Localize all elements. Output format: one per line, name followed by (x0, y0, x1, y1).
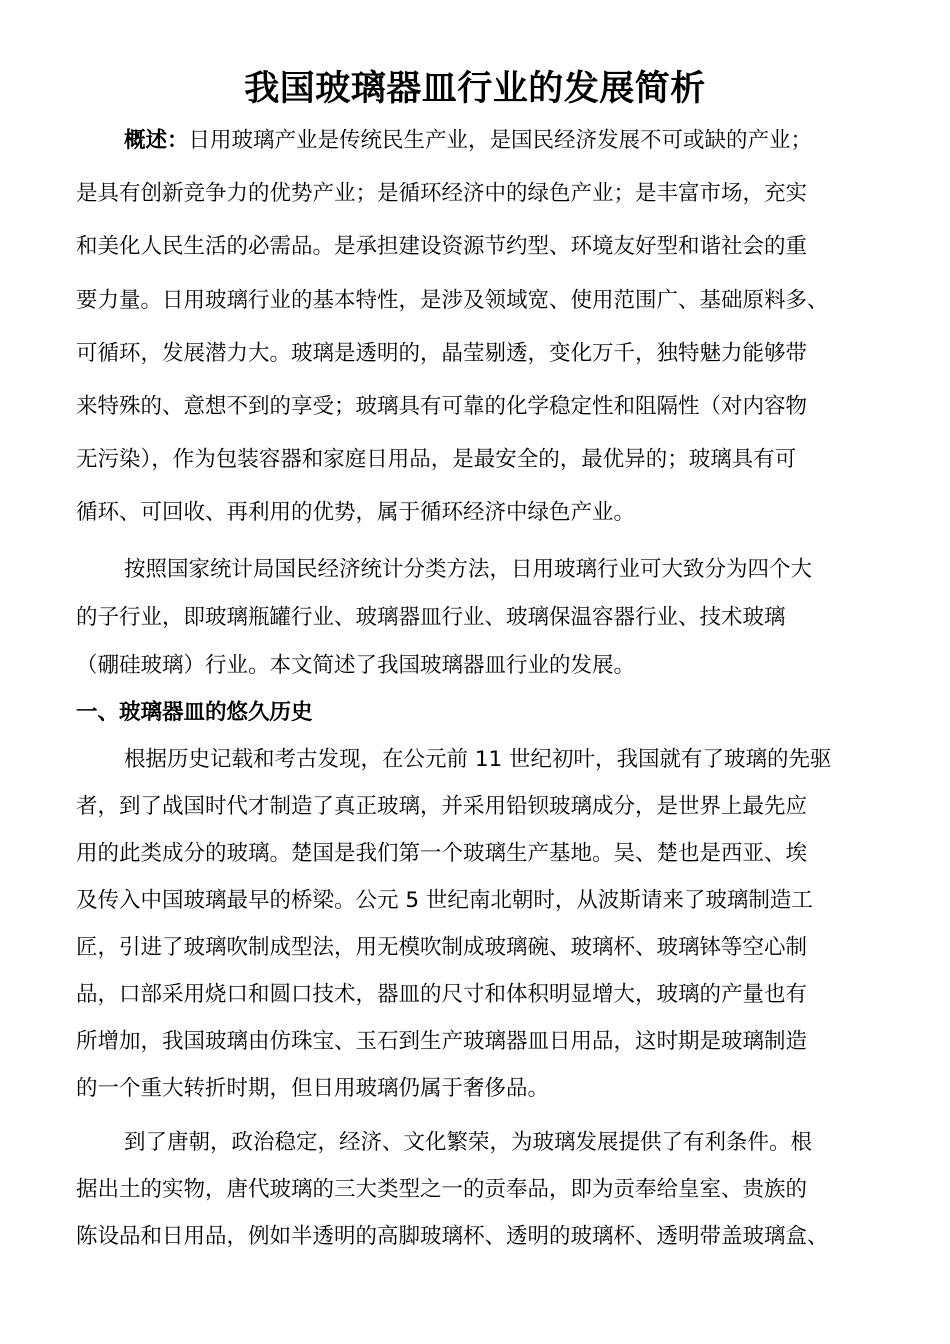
paragraph-line: 到了唐朝，政治稳定，经济、文化繁荣，为玻璃发展提供了有利条件。根 (124, 1130, 813, 1155)
paragraph-line: （硼硅玻璃）行业。本文简述了我国玻璃器皿行业的发展。 (76, 653, 636, 678)
paragraph-line: 陈设品和日用品，例如半透明的高脚玻璃杯、透明的玻璃杯、透明带盖玻璃盒、 (76, 1224, 829, 1249)
paragraph-line: 匠，引进了玻璃吹制成型法，用无模吹制成玻璃碗、玻璃杯、玻璃钵等空心制 (76, 935, 808, 960)
paragraph-line: 来特殊的、意想不到的享受；玻璃具有可靠的化学稳定性和阻隔性（对内容物 (76, 394, 808, 419)
paragraph-line: 是具有创新竞争力的优势产业；是循环经济中的绿色产业；是丰富市场，充实 (76, 181, 808, 206)
paragraph-line: 按照国家统计局国民经济统计分类方法，日用玻璃行业可大致分为四个大 (124, 557, 813, 582)
paragraph-line (124, 126, 812, 156)
paragraph-line: 者，到了战国时代才制造了真正玻璃，并采用铅钡玻璃成分，是世界上最先应 (76, 794, 808, 819)
paragraph-line: 要力量。日用玻璃行业的基本特性，是涉及领域宽、使用范围广、基础原料多、 (76, 288, 829, 313)
paragraph-line: 和美化人民生活的必需品。是承担建设资源节约型、环境友好型和谐社会的重 (76, 234, 808, 259)
paragraph-line: 根据历史记载和考古发现，在公元前 11 世纪初叶，我国就有了玻璃的先驱 (124, 747, 832, 772)
paragraph-line: 的子行业，即玻璃瓶罐行业、玻璃器皿行业、玻璃保温容器行业、技术玻璃 (76, 605, 786, 630)
section-heading: 一、玻璃器皿的悠久历史 (76, 700, 313, 725)
paragraph-line: 无污染），作为包装容器和家庭日用品，是最安全的，最优异的；玻璃具有可 (76, 447, 797, 472)
paragraph-line: 及传入中国玻璃最早的桥梁。公元 5 世纪南北朝时，从波斯请来了玻璃制造工 (76, 888, 813, 913)
paragraph-line: 所增加，我国玻璃由仿珠宝、玉石到生产玻璃器皿日用品，这时期是玻璃制造 (76, 1029, 808, 1054)
paragraph-line: 据出土的实物，唐代玻璃的三大类型之一的贡奉品，即为贡奉给皇室、贵族的 (76, 1177, 808, 1202)
document-title: 我国玻璃器皿行业的发展简析 (244, 69, 706, 109)
paragraph-text: 日用玻璃产业是传统民生产业，是国民经济发展不可或缺的产业； (188, 128, 813, 153)
paragraph-line: 可循环，发展潜力大。玻璃是透明的，晶莹剔透，变化万千，独特魅力能够带 (76, 341, 808, 366)
paragraph-line: 用的此类成分的玻璃。楚国是我们第一个玻璃生产基地。吴、楚也是西亚、埃 (76, 841, 808, 866)
paragraph-line: 品，口部采用烧口和圆口技术，器皿的尺寸和体积明显增大，玻璃的产量也有 (76, 982, 808, 1007)
paragraph-line: 循环、可回收、再利用的优势，属于循环经济中绿色产业。 (76, 500, 636, 525)
overview-label: 概述： (124, 128, 189, 153)
paragraph-line: 的一个重大转折时期，但日用玻璃仍属于奢侈品。 (76, 1076, 550, 1101)
